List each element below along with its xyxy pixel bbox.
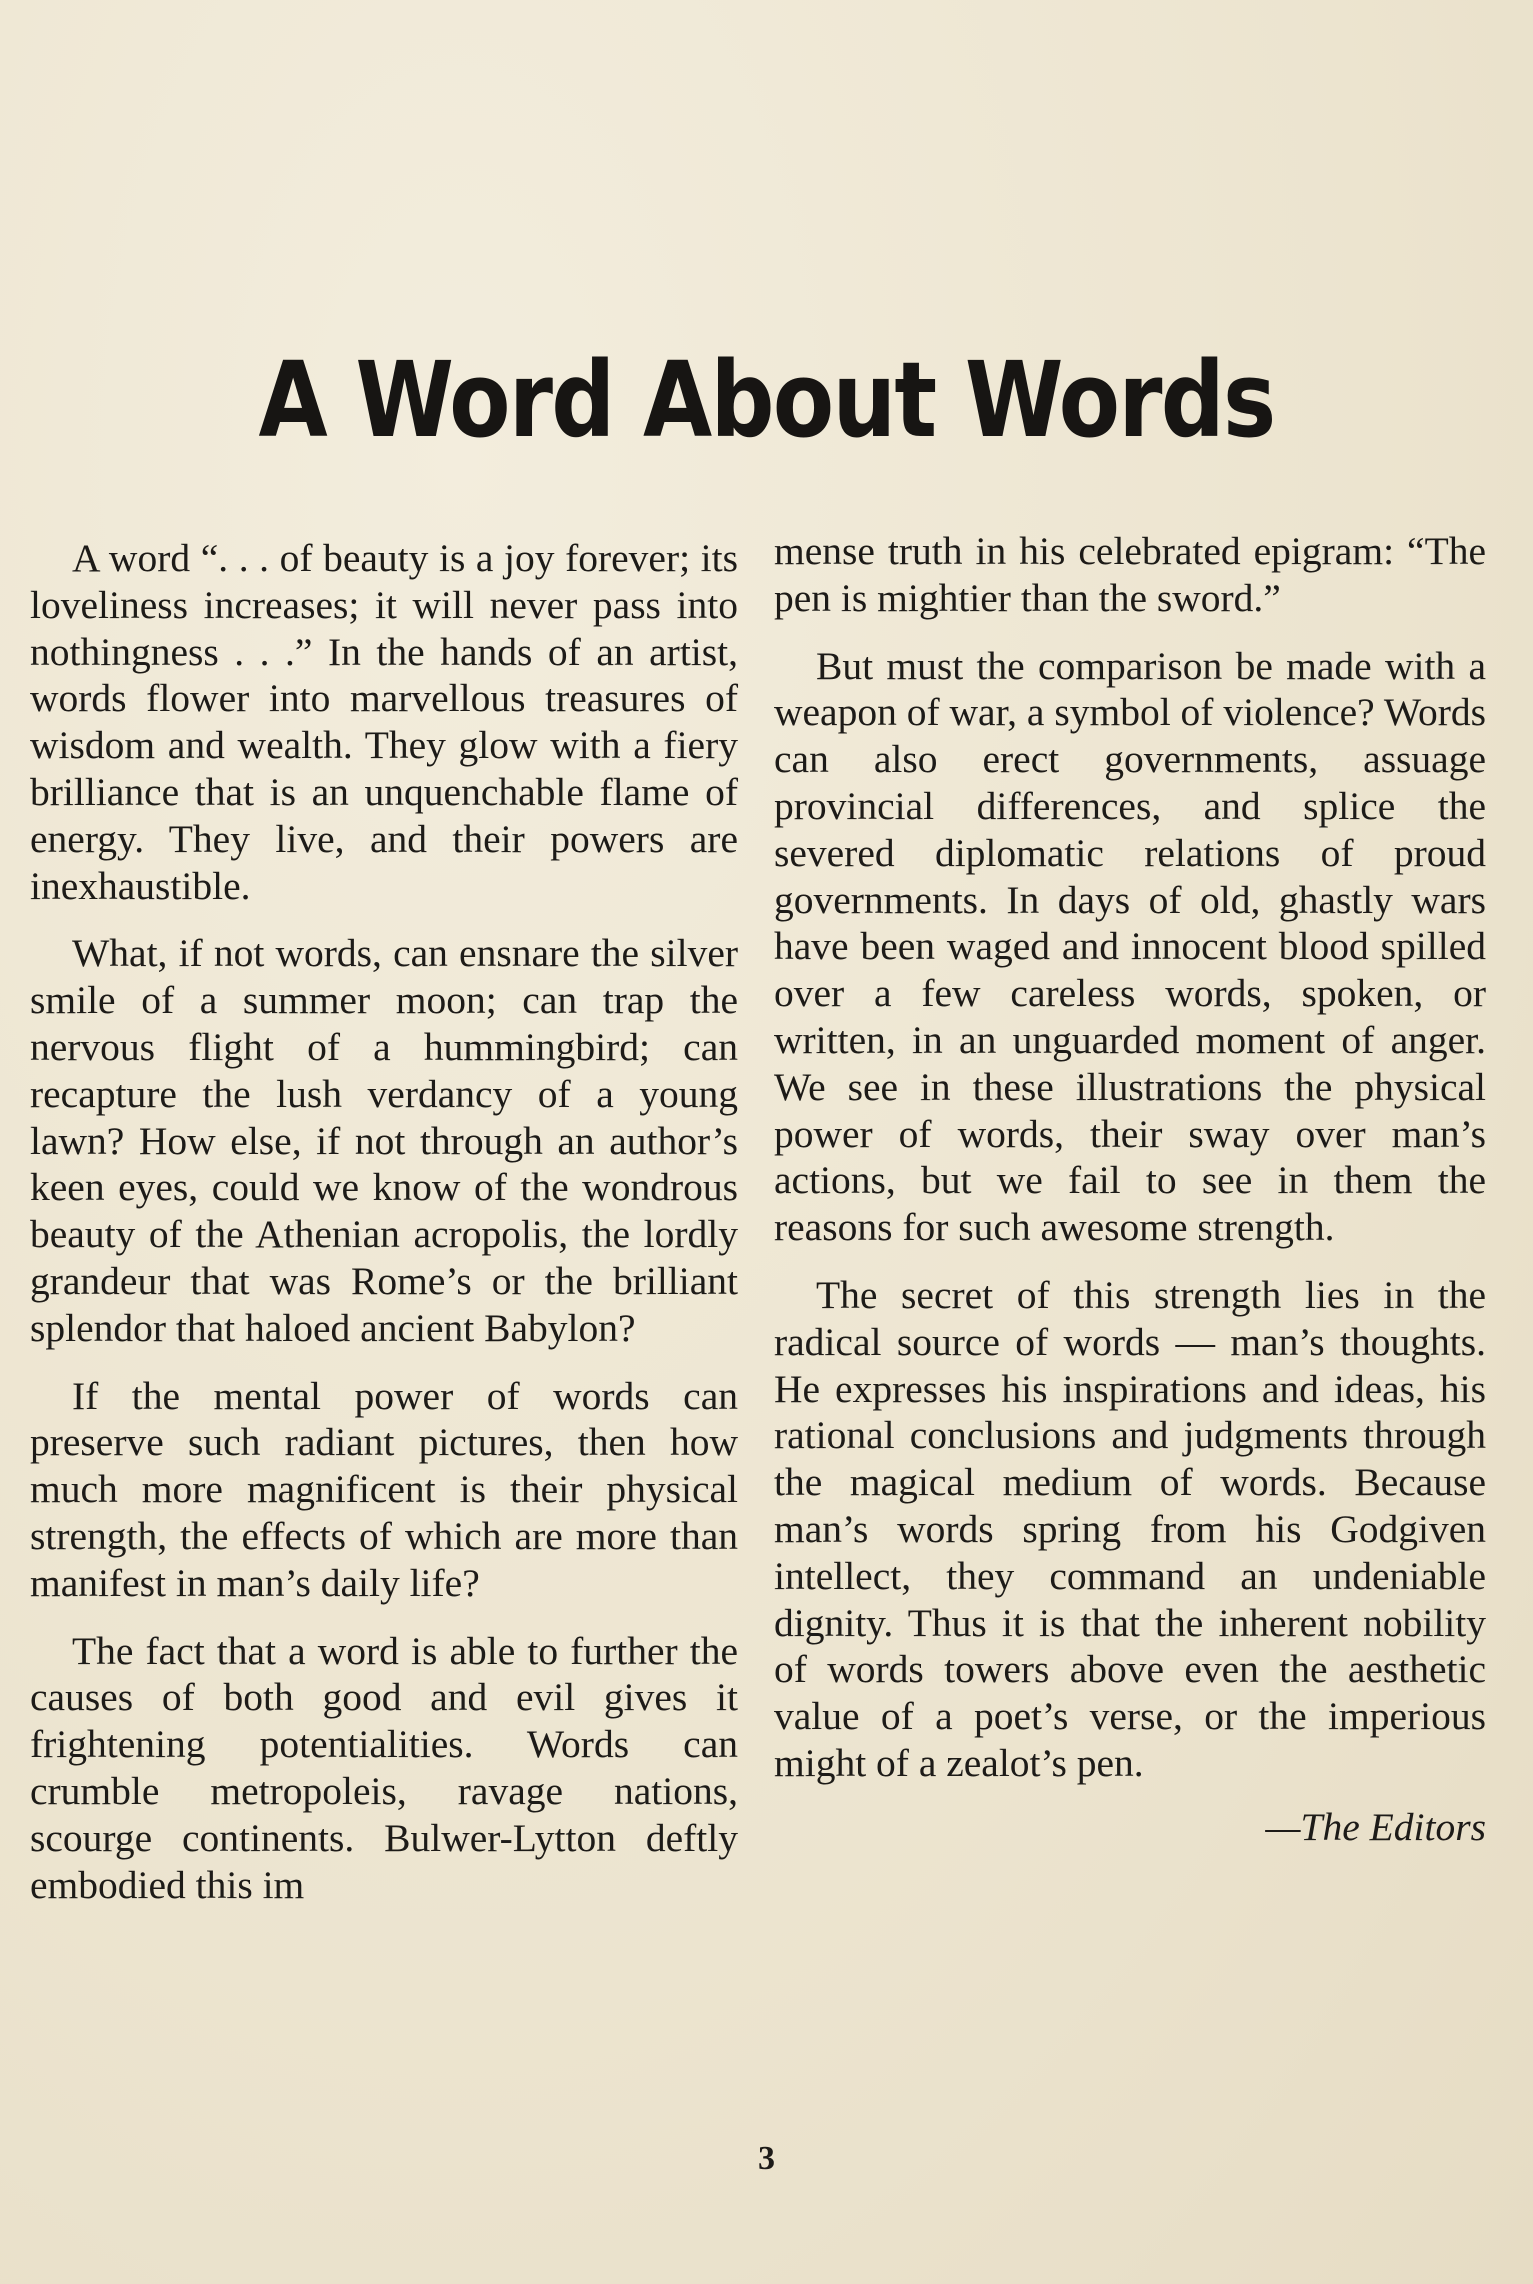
right-column — [774, 528, 1486, 1851]
left-column — [30, 535, 738, 1929]
paragraph: A word “. . . of beauty is a joy forever; its loveliness increases; it will never pass into nothingness . . .” In the hands of an artist, words flower into marvellous treasures of wisdom and wealth. They glow with a fiery brilliance that is an unquenchable flame of energy. They live, and their powers are inexhaustible. — [30, 536, 738, 908]
paragraph: But must the comparison be made with a weapon of war, a symbol of violence? Words can also erect governments, assuage provincial differences, and splice the severed diplomatic relations of proud governments. In days of old, ghastly wars have been waged and innocent blood spilled over a few careless words, spoken, or written, in an unguarded moment of anger. We see in these illustrations the physical power of words, their sway over man’s actions, but we fail to see in them the reasons for such awesome strength. — [774, 643, 1486, 1250]
editors-signature: —The Editors — [1265, 1804, 1486, 1849]
paragraph: If the mental power of words can preserve such radiant pictures, then how much more magnificent is their physical strength, the effects of which are more than manifest in man’s daily life? — [30, 1373, 738, 1605]
paragraph: What, if not words, can ensnare the silver smile of a summer moon; can trap the nervous flight of a hummingbird; can recapture the lush verdancy of a young lawn? How else, if not through an author’s keen eyes, could we know of the wondrous beauty of the Athenian acropolis, the lordly grandeur that was Rome’s or the brilliant splendor that haloed ancient Babylon? — [30, 931, 738, 1350]
page-number: 3 — [758, 2140, 775, 2177]
paragraph: mense truth in his celebrated epigram: “The pen is mightier than the sword.” — [774, 529, 1486, 620]
paragraph: The fact that a word is able to further the causes of both good and evil gives it frightening potentialities. Words can crumble metropoleis, ravage nations, scourge continents. Bulwer-Lytton deftly embodied this im — [30, 1628, 738, 1907]
article-title: A Word About Words — [258, 338, 1275, 461]
paragraph: The secret of this strength lies in the radical source of words — man’s thoughts. He expresses his inspirations and ideas, his rational conclusions and judgments through the magical medium of words. Because man’s words spring from his Godgiven intellect, they command an undeniable dignity. Thus it is that the inherent nobility of words towers above even the aesthetic value of a poet’s verse, or the imperious might of a zealot’s pen. — [774, 1272, 1486, 1785]
